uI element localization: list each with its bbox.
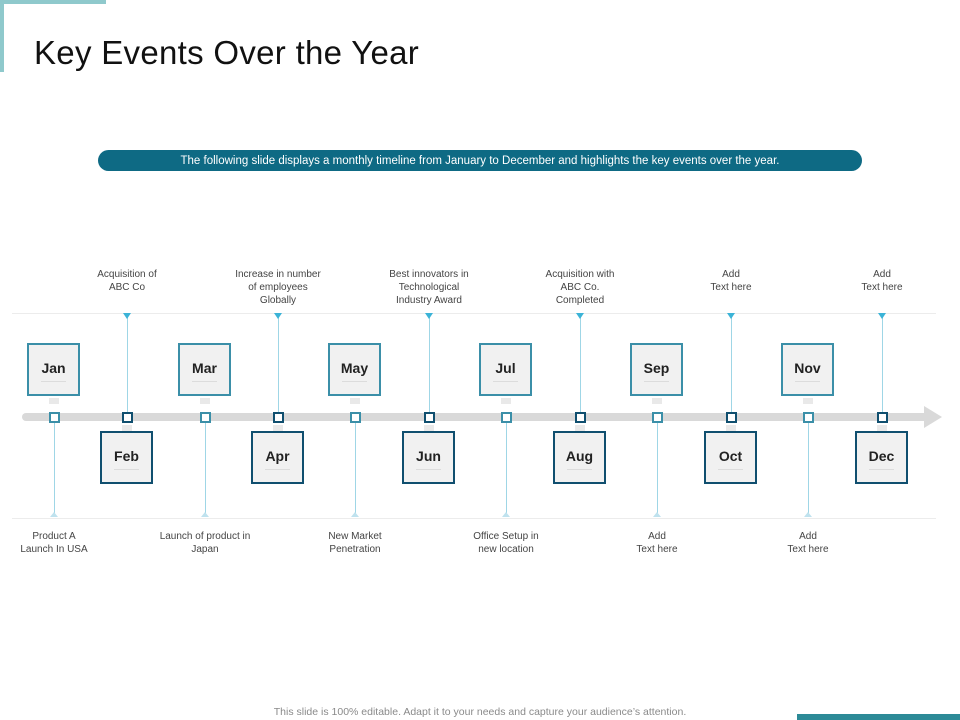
event-label-sep: Add Text here <box>636 531 678 555</box>
event-label-jul: Office Setup in new location <box>473 531 539 555</box>
guide-line-top <box>12 313 936 314</box>
month-underline <box>41 381 66 382</box>
box-notch <box>200 398 210 404</box>
event-label-may: New Market Penetration <box>328 531 382 555</box>
timeline-marker-icon <box>122 412 133 423</box>
timeline-marker-icon <box>652 412 663 423</box>
box-notch <box>652 398 662 404</box>
connector-tip-icon <box>123 313 131 319</box>
guide-line-bottom <box>12 518 936 519</box>
connector-line <box>429 316 430 412</box>
box-notch <box>49 398 59 404</box>
timeline-marker-icon <box>501 412 512 423</box>
timeline-marker-icon <box>575 412 586 423</box>
month-underline <box>342 381 367 382</box>
box-notch <box>501 398 511 404</box>
arrow-head-icon <box>924 406 942 428</box>
month-box-aug <box>553 431 606 484</box>
connector-line <box>127 316 128 412</box>
month-label: Oct <box>718 448 743 464</box>
month-label: Sep <box>643 360 670 376</box>
timeline-marker-icon <box>803 412 814 423</box>
month-box-dec <box>855 431 908 484</box>
month-label: Jul <box>495 360 516 376</box>
connector-tip-icon <box>201 512 209 517</box>
event-label-mar: Launch of product in Japan <box>159 531 251 555</box>
timeline-marker-icon <box>49 412 60 423</box>
connector-line <box>54 422 55 514</box>
month-underline <box>718 469 743 470</box>
month-label: Apr <box>265 448 290 464</box>
month-underline <box>265 469 290 470</box>
month-label: Jan <box>41 360 66 376</box>
subtitle-banner: The following slide displays a monthly timeline from January to December and highlights the key events over the year. <box>98 150 862 171</box>
corner-accent-left <box>0 0 4 72</box>
connector-tip-icon <box>878 313 886 319</box>
month-underline <box>869 469 894 470</box>
month-label: Nov <box>794 360 821 376</box>
connector-tip-icon <box>804 512 812 517</box>
month-box-jan <box>27 343 80 396</box>
timeline-marker-icon <box>424 412 435 423</box>
connector-tip-icon <box>274 313 282 319</box>
timeline-marker-icon <box>200 412 211 423</box>
month-underline <box>567 469 592 470</box>
timeline-track <box>22 413 930 421</box>
event-label-oct: Add Text here <box>710 269 752 293</box>
connector-line <box>808 422 809 514</box>
event-label-feb: Acquisition of ABC Co <box>97 269 157 293</box>
month-underline <box>493 381 518 382</box>
connector-tip-icon <box>576 313 584 319</box>
event-label-aug: Acquisition with ABC Co. Completed <box>545 269 615 306</box>
connector-line <box>205 422 206 514</box>
connector-line <box>882 316 883 412</box>
month-box-mar <box>178 343 231 396</box>
month-label: Aug <box>565 448 594 464</box>
event-label-dec: Add Text here <box>861 269 903 293</box>
connector-line <box>580 316 581 412</box>
connector-line <box>506 422 507 514</box>
connector-tip-icon <box>653 512 661 517</box>
timeline-marker-icon <box>877 412 888 423</box>
connector-tip-icon <box>502 512 510 517</box>
month-box-sep <box>630 343 683 396</box>
event-label-jan: Product A Launch In USA <box>20 531 88 555</box>
month-underline <box>644 381 669 382</box>
connector-line <box>731 316 732 412</box>
month-box-feb <box>100 431 153 484</box>
event-label-apr: Increase in number of employees Globally <box>235 269 321 306</box>
month-underline <box>795 381 820 382</box>
month-box-jul <box>479 343 532 396</box>
box-notch <box>350 398 360 404</box>
page-title: Key Events Over the Year <box>34 34 420 71</box>
connector-tip-icon <box>425 313 433 319</box>
month-label: May <box>340 360 369 376</box>
event-label-jun: Best innovators in Technological Industry Award <box>389 269 469 306</box>
month-underline <box>416 469 441 470</box>
month-box-jun <box>402 431 455 484</box>
month-label: Feb <box>114 448 139 464</box>
event-label-nov: Add Text here <box>787 531 829 555</box>
connector-line <box>657 422 658 514</box>
month-box-may <box>328 343 381 396</box>
connector-line <box>278 316 279 412</box>
month-label: Dec <box>868 448 895 464</box>
month-box-apr <box>251 431 304 484</box>
month-label: Jun <box>416 448 441 464</box>
corner-accent-top <box>0 0 106 4</box>
month-underline <box>114 469 139 470</box>
connector-tip-icon <box>50 512 58 517</box>
footer-note: This slide is 100% editable. Adapt it to your needs and capture your audience’s attention. <box>273 706 687 718</box>
timeline-marker-icon <box>273 412 284 423</box>
month-box-oct <box>704 431 757 484</box>
box-notch <box>803 398 813 404</box>
connector-tip-icon <box>351 512 359 517</box>
month-underline <box>192 381 217 382</box>
month-box-nov <box>781 343 834 396</box>
timeline-marker-icon <box>726 412 737 423</box>
connector-tip-icon <box>727 313 735 319</box>
month-label: Mar <box>192 360 217 376</box>
timeline-marker-icon <box>350 412 361 423</box>
connector-line <box>355 422 356 514</box>
